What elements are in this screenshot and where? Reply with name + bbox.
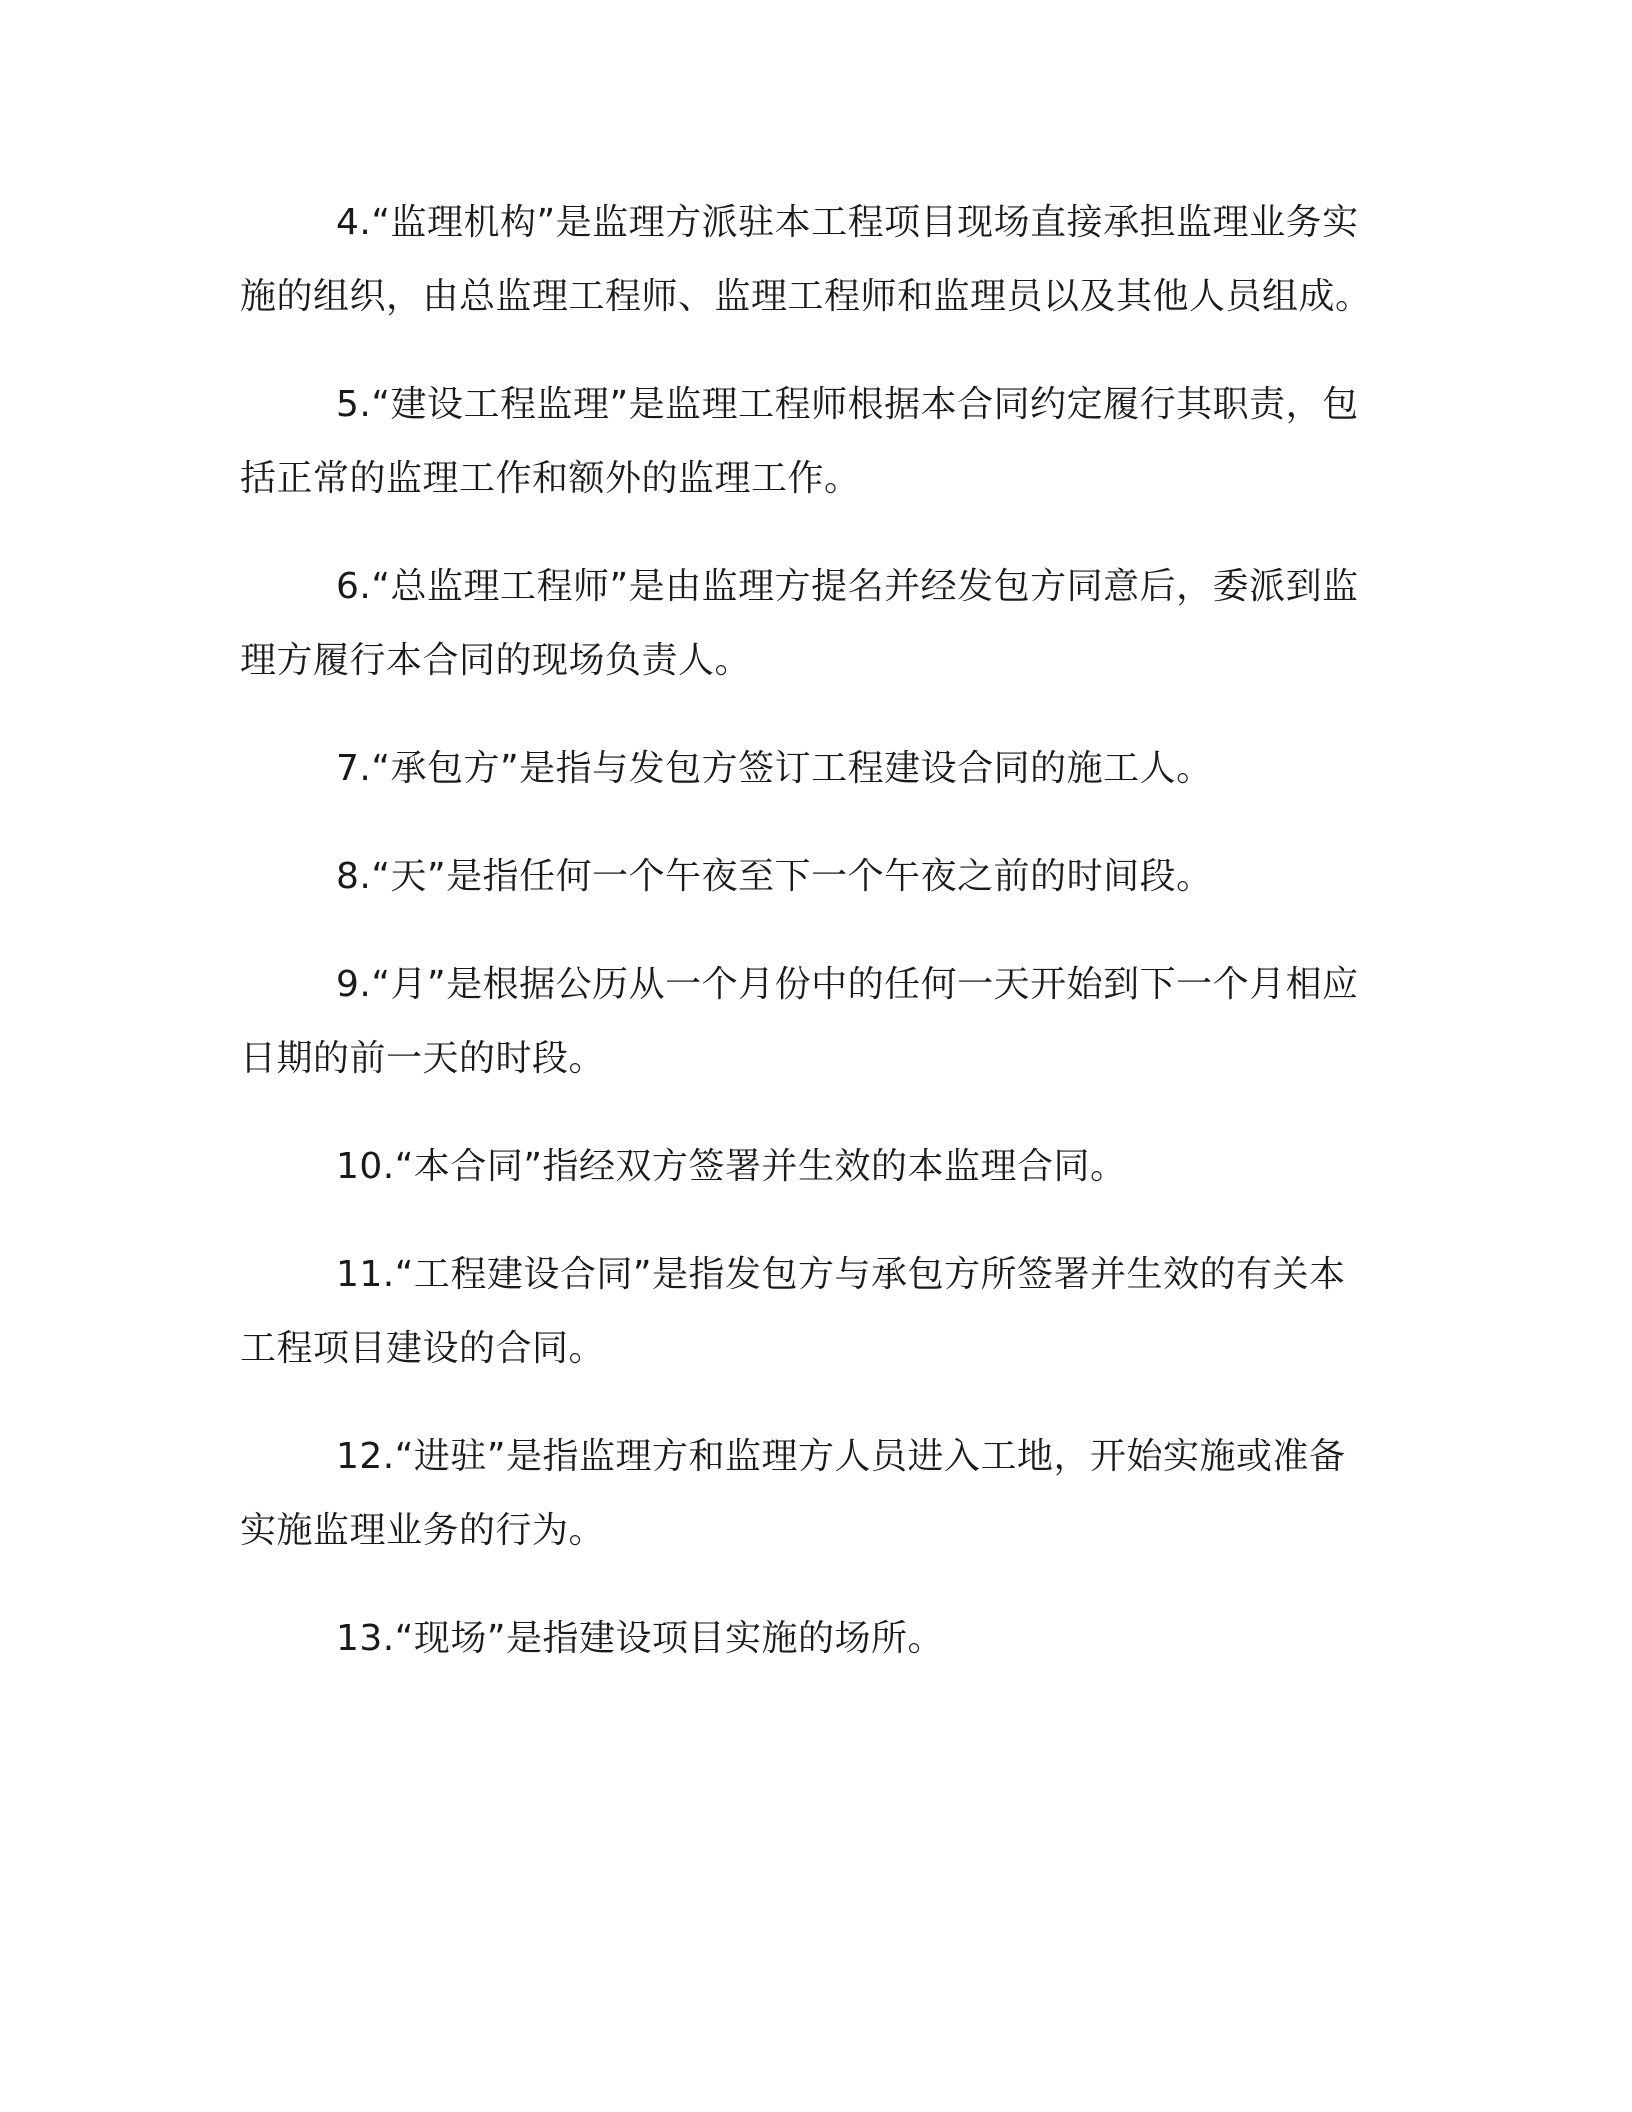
definition-paragraph: 12.“进驻”是指监理方和监理方人员进入工地，开始实施或准备实施监理业务的行为。: [240, 1436, 1346, 1551]
document-body: [240, 186, 1380, 1710]
definition-paragraph: 9.“月”是根据公历从一个月份中的任何一天开始到下一个月相应日期的前一天的时段。: [240, 964, 1359, 1079]
definition-paragraph: 11.“工程建设合同”是指发包方与承包方所签署并生效的有关本工程项目建设的合同。: [240, 1254, 1346, 1369]
definition-paragraph: 10.“本合同”指经双方签署并生效的本监理合同。: [336, 1146, 1127, 1187]
definition-paragraph: 13.“现场”是指建设项目实施的场所。: [336, 1618, 945, 1659]
definition-paragraph: 6.“总监理工程师”是由监理方提名并经发包方同意后，委派到监理方履行本合同的现场负责人。: [240, 566, 1359, 681]
definition-paragraph: 8.“天”是指任何一个午夜至下一个午夜之前的时间段。: [336, 856, 1213, 897]
definition-paragraph: 7.“承包方”是指与发包方签订工程建设合同的施工人。: [336, 748, 1213, 789]
definition-paragraph: 5.“建设工程监理”是监理工程师根据本合同约定履行其职责，包括正常的监理工作和额外的监理工作。: [240, 384, 1359, 499]
definition-paragraph: 4.“监理机构”是监理方派驻本工程项目现场直接承担监理业务实施的组织，由总监理工程师、监理工程师和监理员以及其他人员组成。: [240, 202, 1372, 317]
